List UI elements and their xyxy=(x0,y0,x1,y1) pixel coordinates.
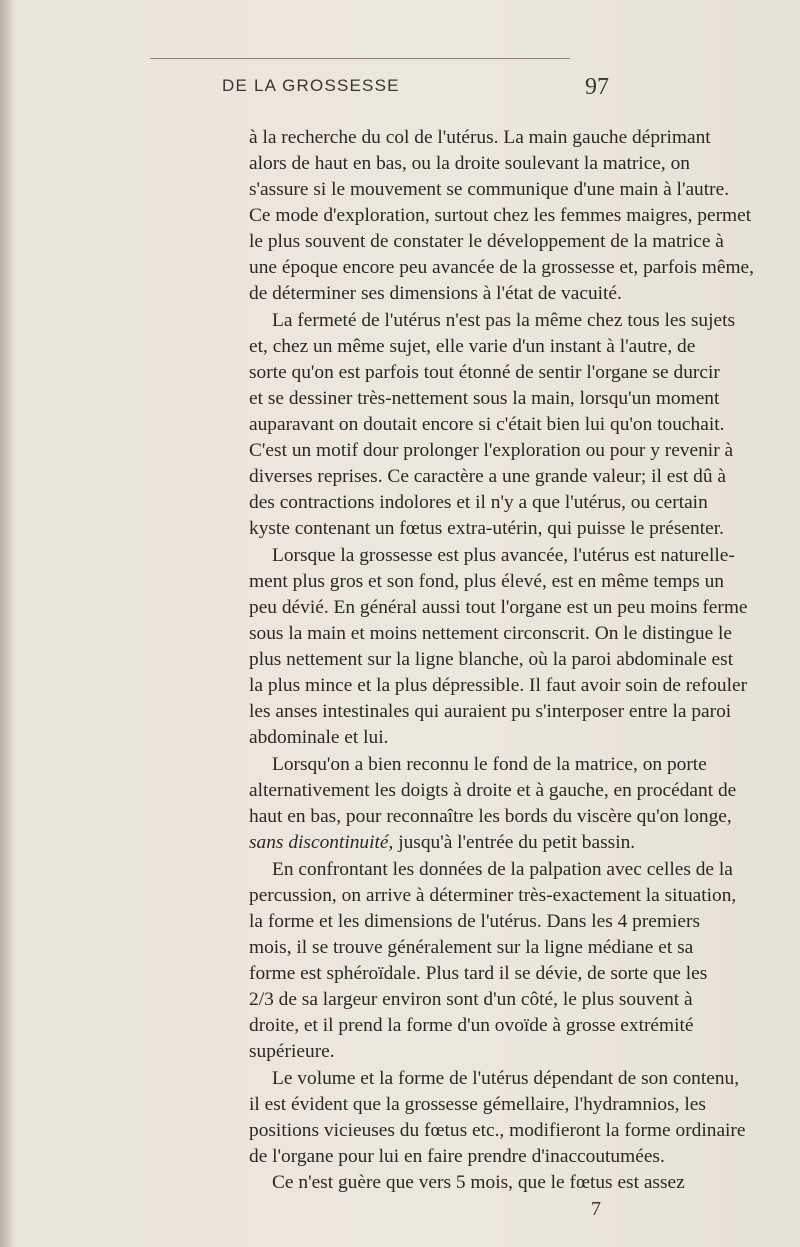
text-line: haut en bas, pour reconnaître les bords du viscère qu'on longe, xyxy=(249,806,732,827)
text-line: s'assure si le mouvement se communique d'une main à l'autre. xyxy=(249,179,730,200)
signature-mark: 7 xyxy=(591,1198,601,1220)
text-line: supérieure. xyxy=(249,1041,335,1062)
text-line: 2/3 de sa largeur environ sont d'un côté, le plus souvent à xyxy=(249,989,693,1010)
text-line: En confrontant les données de la palpation avec celles de la xyxy=(272,859,733,880)
running-head: DE LA GROSSESSE xyxy=(222,76,400,95)
text-line: alors de haut en bas, ou la droite soulevant la matrice, on xyxy=(249,153,690,174)
text-line: la forme et les dimensions de l'utérus. Dans les 4 premiers xyxy=(249,911,700,932)
text-line: de l'organe pour lui en faire prendre d'inaccoutumées. xyxy=(249,1146,665,1167)
text-line: alternativement les doigts à droite et à gauche, en procédant de xyxy=(249,780,737,801)
text-line: mois, il se trouve généralement sur la ligne médiane et sa xyxy=(249,937,694,958)
text-line: Lorsque la grossesse est plus avancée, l'utérus est naturelle- xyxy=(272,545,735,566)
text-line: sous la main et moins nettement circonscrit. On le distingue le xyxy=(249,623,733,644)
text-line: le plus souvent de constater le développement de la matrice à xyxy=(249,231,724,252)
text-line: Ce mode d'exploration, surtout chez les femmes maigres, permet xyxy=(249,205,752,226)
text-line: diverses reprises. Ce caractère a une grande valeur; il est dû à xyxy=(249,466,727,487)
text-line: La fermeté de l'utérus n'est pas la même chez tous les sujets xyxy=(272,310,736,331)
text-line: percussion, on arrive à déterminer très-exactement la situation, xyxy=(249,885,737,906)
text-line: des contractions indolores et il n'y a que l'utérus, ou certain xyxy=(249,492,708,513)
italic-emphasis: sans discontinuité, xyxy=(249,832,394,853)
text-line: la plus mince et la plus dépressible. Il faut avoir soin de refouler xyxy=(249,675,748,696)
text-line: forme est sphéroïdale. Plus tard il se dévie, de sorte que les xyxy=(249,963,708,984)
text-line: une époque encore peu avancée de la grossesse et, parfois même, xyxy=(249,257,755,278)
text-line: de déterminer ses dimensions à l'état de vacuité. xyxy=(249,283,622,304)
text-line: C'est un motif dour prolonger l'exploration ou pour y revenir à xyxy=(249,440,734,461)
text-line: Ce n'est guère que vers 5 mois, que le fœtus est assez xyxy=(272,1172,685,1193)
text-line: Le volume et la forme de l'utérus dépendant de son contenu, xyxy=(272,1068,740,1089)
text-line: ment plus gros et son fond, plus élevé, est en même temps un xyxy=(249,571,724,592)
text-line: il est évident que la grossesse gémellaire, l'hydramnios, les xyxy=(249,1094,706,1115)
page-number: 97 xyxy=(585,74,609,100)
text-line: kyste contenant un fœtus extra-utérin, qui puisse le présenter. xyxy=(249,518,724,539)
text-line: auparavant on doutait encore si c'était bien lui qu'on touchait. xyxy=(249,414,725,435)
text-line: et, chez un même sujet, elle varie d'un instant à l'autre, de xyxy=(249,336,696,357)
text-line: plus nettement sur la ligne blanche, où la paroi abdominale est xyxy=(249,649,734,670)
text-line: les anses intestinales qui auraient pu s'interposer entre la paroi xyxy=(249,701,732,722)
text-line: sorte qu'on est parfois tout étonné de sentir l'organe se durcir xyxy=(249,362,720,383)
text-line: Lorsqu'on a bien reconnu le fond de la matrice, on porte xyxy=(272,754,707,775)
text-line xyxy=(249,830,636,856)
text-span: jusqu'à l'entrée du petit bassin. xyxy=(393,832,636,853)
text-line: droite, et il prend la forme d'un ovoïde à grosse extrémité xyxy=(249,1015,694,1036)
text-line: à la recherche du col de l'utérus. La main gauche déprimant xyxy=(249,127,711,148)
text-line: et se dessiner très-nettement sous la main, lorsqu'un moment xyxy=(249,388,720,409)
text-line: abdominale et lui. xyxy=(249,727,389,748)
text-line: positions vicieuses du fœtus etc., modifieront la forme ordinaire xyxy=(249,1120,746,1141)
text-line: peu dévié. En général aussi tout l'organe est un peu moins ferme xyxy=(249,597,748,618)
